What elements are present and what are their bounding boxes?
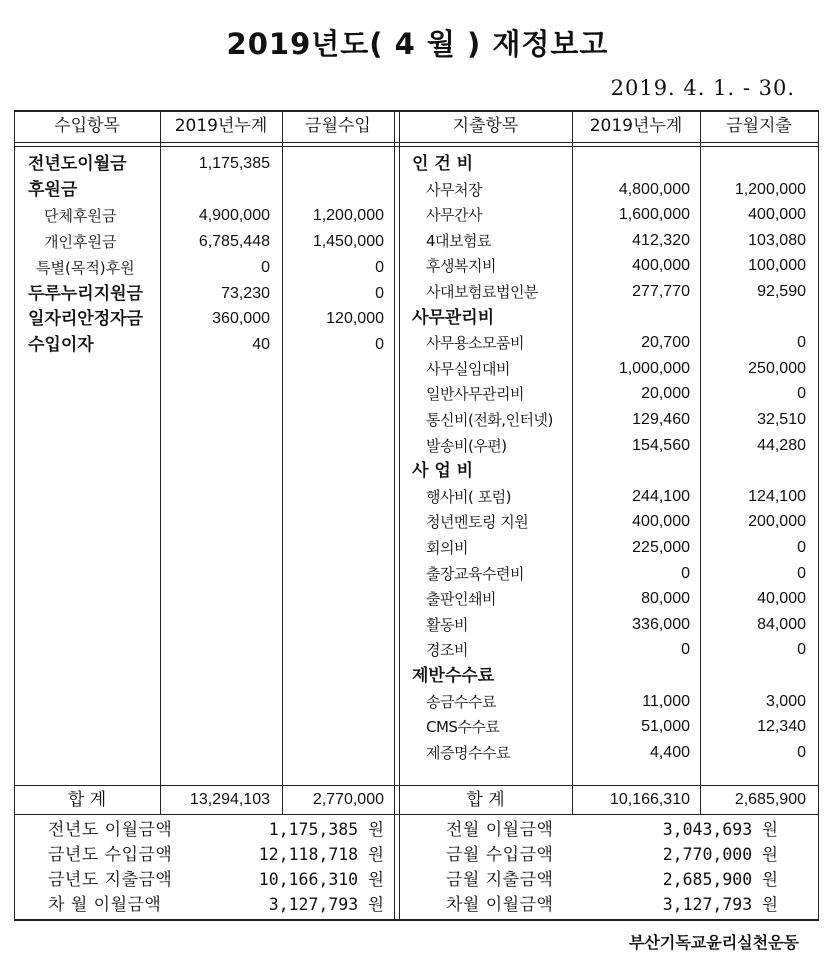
income-row-label: 개인후원금 [44,232,117,251]
expense-row-label: 출판인쇄비 [426,590,496,609]
expense-row-label: 출장교육수련비 [426,564,524,583]
expense-row-label: 사무실임대비 [426,359,510,378]
expense-total-ytd: 10,166,310 [609,791,690,808]
expense-row-month: 32,510 [757,411,806,428]
summary-right-label: 전월 이월금액 [446,820,554,840]
header-income-month: 금월수입 [305,116,371,136]
expense-row-label: 후생복지비 [426,257,496,276]
income-row-ytd: 4,900,000 [198,206,270,224]
header-bottom-border-2 [14,146,819,147]
income-row-month: 120,000 [326,310,384,328]
expense-row-month: 400,000 [748,206,806,224]
income-row-label: 후원금 [28,179,78,200]
income-row-ytd: 360,000 [212,310,270,328]
summary-right-amount: 2,685,900 원 [662,870,778,889]
expense-row-ytd: 225,000 [632,539,690,556]
expense-row-label: 청년멘토링 지원 [426,513,529,532]
report-title: 2019년도( 4 월 ) 재정보고 [226,27,609,61]
expense-row-month: 0 [797,641,806,659]
expense-row-month: 84,000 [757,615,806,633]
summary-right-amount: 3,043,693 원 [662,820,778,839]
header-expense-item: 지출항목 [452,116,519,136]
expense-row-month: 44,280 [757,436,806,454]
expense-row-month: 103,080 [748,231,806,249]
income-total-month: 2,770,000 [312,791,384,808]
expense-row-ytd: 1,000,000 [618,359,690,377]
expense-row-ytd: 400,000 [632,257,690,275]
expense-row-month: 0 [797,385,806,403]
expense-row-label: 행사비( 포럼) [426,487,511,506]
expense-row-label: CMS수수료 [426,718,500,737]
expense-row-ytd: 400,000 [632,513,690,531]
body-bottom-border [14,785,819,786]
income-row-month: 1,450,000 [312,232,384,250]
expense-row-label: 제증명수수료 [426,743,510,762]
expense-row-label: 사무관리비 [412,307,495,328]
header-income-item: 수입항목 [54,116,120,136]
summary-right-amount: 3,127,793 원 [662,895,778,914]
summary-left-label: 전년도 이월금액 [48,820,173,840]
summary-left-label: 금년도 수입금액 [48,845,173,865]
summary-left-label: 금년도 지출금액 [48,870,173,890]
expense-row-ytd: 244,100 [632,487,690,505]
summary-left-amount: 3,127,793 원 [268,895,384,914]
expense-row-ytd: 336,000 [632,615,690,633]
report-period: 2019. 4. 1. - 30. [610,76,795,100]
income-row-ytd: 1,175,385 [198,155,270,172]
expense-row-month: 1,200,000 [734,180,806,198]
organization-name: 부산기독교윤리실천운동 [628,933,799,952]
expense-row-month: 100,000 [748,257,806,275]
income-row-label: 두루누리지원금 [28,283,143,304]
expense-row-month: 40,000 [757,590,806,608]
totals-bottom-border [14,814,819,815]
income-row-ytd: 0 [261,258,270,276]
expense-row-month: 92,590 [757,283,806,300]
income-row-month: 1,200,000 [312,206,384,224]
expense-row-month: 12,340 [757,718,806,736]
table-top-border [14,110,819,112]
expense-row-month: 0 [797,334,806,352]
income-row-label: 일자리안정자금 [28,309,143,330]
expense-row-ytd: 0 [681,564,690,582]
header-income-ytd: 2019년누계 [174,116,268,136]
expense-total-label: 합 계 [466,790,505,810]
expense-row-label: 사무간사 [426,206,482,225]
expense-row-label: 사무용소모품비 [426,334,524,353]
expense-row-label: 활동비 [426,615,468,634]
expense-row-label: 경조비 [426,641,468,660]
table-bottom-border [14,919,819,921]
right-border [818,110,819,921]
summary-right-label: 금월 수입금액 [446,845,554,865]
expense-row-month: 0 [797,564,806,582]
expense-row-ytd: 20,700 [641,334,690,352]
expense-row-label: 사무처장 [426,180,482,199]
expense-row-month: 0 [797,539,806,556]
expense-row-ytd: 51,000 [641,718,690,736]
income-row-month: 0 [375,284,384,302]
summary-left-amount: 1,175,385 원 [268,820,384,839]
expense-row-ytd: 4,800,000 [618,180,690,198]
income-row-label: 전년도이월금 [28,154,127,174]
expense-row-ytd: 4,400 [649,743,690,761]
expense-row-month: 124,100 [748,487,806,505]
income-row-label: 수입이자 [28,335,94,356]
header-bottom-border [14,142,819,143]
summary-left-amount: 12,118,718 원 [258,845,384,864]
expense-row-month: 200,000 [748,513,806,531]
header-expense-ytd: 2019년누계 [589,116,683,136]
expense-row-ytd: 20,000 [641,385,690,403]
summary-right-label: 차월 이월금액 [446,895,554,915]
expense-row-ytd: 412,320 [632,231,690,249]
expense-row-label: 4대보험료 [426,231,492,250]
expense-row-ytd: 277,770 [632,283,690,300]
expense-row-label: 송금수수료 [426,692,496,711]
expense-row-label: 사대보험료법인분 [426,283,538,301]
income-row-ytd: 73,230 [221,284,270,302]
expense-row-label: 인 건 비 [412,154,474,174]
expense-row-month: 250,000 [748,359,806,377]
income-row-label: 특별(목적)후원 [36,258,135,277]
expense-row-label: 회의비 [426,539,468,557]
expense-row-ytd: 129,460 [632,411,690,428]
expense-row-label: 사 업 비 [412,461,474,482]
expense-row-month: 0 [797,743,806,761]
income-total-label: 합 계 [67,790,107,810]
income-row-ytd: 6,785,448 [198,232,270,250]
income-row-month: 0 [375,258,384,276]
income-total-ytd: 13,294,103 [189,791,270,808]
expense-row-ytd: 80,000 [641,590,690,608]
summary-left-amount: 10,166,310 원 [258,870,384,889]
expense-row-label: 일반사무관리비 [426,385,524,404]
income-row-label: 단체후원금 [44,206,117,225]
expense-row-ytd: 11,000 [642,692,690,710]
expense-row-ytd: 1,600,000 [618,206,690,224]
expense-row-label: 통신비(전화,인터넷) [426,411,553,429]
income-row-ytd: 40 [252,336,270,354]
expense-total-month: 2,685,900 [734,791,806,808]
summary-right-label: 금월 지출금액 [446,870,554,890]
header-expense-month: 금월지출 [726,116,792,136]
expense-row-label: 발송비(우편) [426,436,507,455]
income-row-month: 0 [375,336,384,354]
summary-left-label: 차 월 이월금액 [48,895,162,915]
expense-row-ytd: 0 [681,641,690,659]
expense-row-month: 3,000 [765,692,806,710]
expense-row-ytd: 154,560 [632,436,690,454]
expense-row-label: 제반수수료 [412,666,495,686]
center-divider-a [394,110,395,921]
summary-right-amount: 2,770,000 원 [662,845,778,864]
